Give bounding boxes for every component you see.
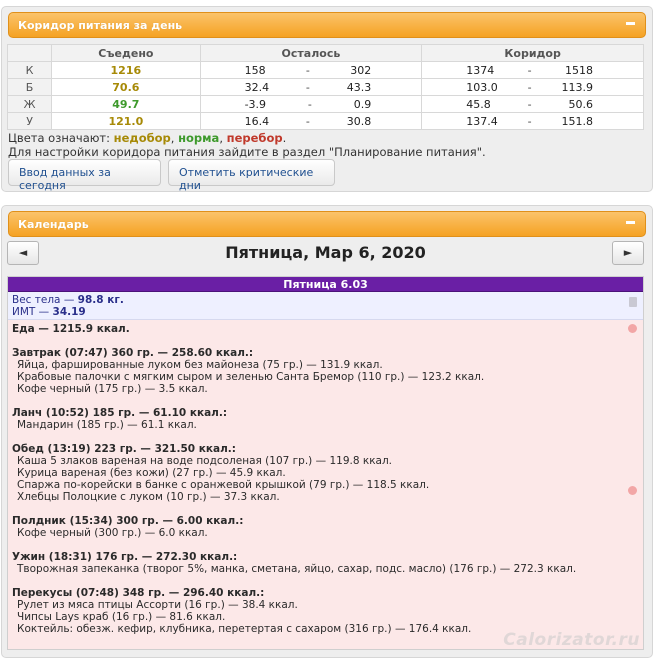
table-header-eaten: Съедено	[52, 45, 200, 62]
range-dash: -	[527, 63, 532, 77]
table-row	[8, 62, 644, 79]
bmi-line	[12, 306, 639, 318]
calendar-panel-title: Календарь	[18, 218, 89, 231]
corridor-panel-header[interactable]	[8, 12, 646, 38]
left-range	[200, 79, 422, 96]
legend-prefix: Цвета означают:	[8, 131, 110, 145]
meal-item: Кофе черный (300 гр.) — 6.0 ккал.	[17, 527, 208, 539]
meal-header: Завтрак (07:47) 360 гр. — 258.60 ккал.:	[12, 347, 254, 359]
corridor-min: 103.0	[466, 80, 498, 94]
eaten-value: 70.6	[52, 79, 200, 96]
table-row	[8, 113, 644, 130]
corridor-range	[422, 79, 644, 96]
meal-afternoon	[12, 515, 639, 539]
corridor-panel-title: Коридор питания за день	[18, 19, 183, 32]
meal-lunch	[12, 443, 639, 503]
apple-icon[interactable]	[628, 324, 637, 333]
input-today-button[interactable]: Ввод данных за сегодня	[8, 159, 161, 186]
collapse-icon[interactable]	[626, 221, 635, 224]
corridor-range	[422, 96, 644, 113]
day-entry	[7, 276, 644, 650]
legend-norm: норма	[178, 131, 220, 145]
corridor-max: 50.6	[568, 97, 593, 111]
apple-icon[interactable]	[628, 486, 637, 495]
row-label: К	[8, 62, 52, 79]
weight-value: 98.8 кг.	[77, 294, 124, 306]
eaten-value: 121.0	[52, 113, 200, 130]
range-dash: -	[527, 80, 532, 94]
meal-item: Мандарин (185 гр.) — 61.1 ккал.	[17, 419, 197, 431]
range-dash: -	[527, 114, 532, 128]
table-header-left: Осталось	[200, 45, 422, 62]
meal-item: Творожная запеканка (творог 5%, манка, сметана, яйцо, сахар, подс. масло) (176 гр.) — 272.3 ккал.	[17, 563, 577, 575]
range-dash: -	[305, 80, 310, 94]
meal-header: Обед (13:19) 223 гр. — 321.50 ккал.:	[12, 443, 236, 455]
left-min: 158	[244, 63, 266, 77]
eaten-value: 1216	[52, 62, 200, 79]
meal-item: Каша 5 злаков вареная на воде подсоленая (107 гр.) — 119.8 ккал.	[17, 455, 393, 467]
food-total: Еда — 1215.9 ккал.	[12, 323, 130, 335]
corridor-min: 1374	[466, 63, 495, 77]
corridor-range	[422, 113, 644, 130]
range-dash: -	[305, 63, 310, 77]
left-max: 43.3	[346, 80, 372, 94]
corridor-max: 113.9	[561, 80, 593, 94]
legend-tail: .	[282, 131, 287, 145]
range-dash: -	[307, 97, 312, 111]
weight-block[interactable]	[8, 292, 643, 320]
meal-item: Курица вареная (без кожи) (27 гр.) — 45.9 ккал.	[17, 467, 286, 479]
corridor-table	[7, 44, 644, 130]
meal-item: Хлебцы Полоцкие с луком (10 гр.) — 37.3 ккал.	[17, 491, 280, 503]
corridor-max: 151.8	[561, 114, 593, 128]
food-block[interactable]	[8, 320, 643, 649]
row-label: У	[8, 113, 52, 130]
meal-item: Рулет из мяса птицы Ассорти (16 гр.) — 38.4 ккал.	[17, 599, 298, 611]
weight-line	[12, 294, 639, 306]
table-row	[8, 96, 644, 113]
meal-dinner	[12, 551, 639, 575]
trash-icon[interactable]	[629, 297, 637, 307]
legend-low: недобор	[113, 131, 171, 145]
legend-over: перебор	[226, 131, 283, 145]
table-header-row	[8, 45, 644, 62]
corridor-min: 137.4	[466, 114, 498, 128]
row-label: Ж	[8, 96, 52, 113]
eaten-value: 49.7	[52, 96, 200, 113]
meal-breakfast	[12, 347, 639, 395]
meal-snacks	[12, 587, 639, 635]
meal-header: Ланч (10:52) 185 гр. — 61.10 ккал.:	[12, 407, 228, 419]
left-max: 302	[350, 63, 372, 77]
date-navigation	[7, 241, 644, 267]
left-max: 30.8	[346, 114, 372, 128]
meal-header: Ужин (18:31) 176 гр. — 272.30 ккал.:	[12, 551, 238, 563]
row-label: Б	[8, 79, 52, 96]
meal-item: Коктейль: обезж. кефир, клубника, перетертая с сахаром (316 гр.) — 176.4 ккал.	[17, 623, 472, 635]
prev-day-button[interactable]: ◄	[7, 241, 39, 265]
corridor-min: 45.8	[466, 97, 491, 111]
mark-critical-days-button[interactable]: Отметить критические дни	[168, 159, 335, 186]
meal-lunch-snack	[12, 407, 639, 431]
range-dash: -	[305, 114, 310, 128]
bmi-label: ИМТ —	[12, 306, 53, 318]
meal-item: Спаржа по-корейски в банке с оранжевой крышкой (79 гр.) — 118.5 ккал.	[17, 479, 430, 491]
table-header-empty	[8, 45, 52, 62]
meal-item: Крабовые палочки с мягким сыром и зеленью Санта Бремор (110 гр.) — 123.2 ккал.	[17, 371, 485, 383]
collapse-icon[interactable]	[626, 22, 635, 25]
left-range	[200, 96, 422, 113]
corridor-range	[422, 62, 644, 79]
bmi-value: 34.19	[52, 306, 86, 318]
left-range	[200, 113, 422, 130]
site-watermark: Calorizator.ru	[503, 630, 640, 650]
corridor-max: 1518	[565, 63, 593, 77]
legend-line: Цвета означают: недобор, норма, перебор.	[8, 131, 287, 145]
calendar-panel-header[interactable]	[8, 211, 646, 237]
table-header-corridor: Коридор	[422, 45, 644, 62]
next-day-button[interactable]: ►	[612, 241, 644, 265]
left-range	[200, 62, 422, 79]
day-header[interactable]: Пятница 6.03	[8, 277, 643, 292]
meal-header: Полдник (15:34) 300 гр. — 6.00 ккал.:	[12, 515, 244, 527]
meal-item: Кофе черный (175 гр.) — 3.5 ккал.	[17, 383, 208, 395]
left-min: 16.4	[244, 114, 270, 128]
left-min: 32.4	[244, 80, 270, 94]
settings-note: Для настройки коридора питания зайдите в раздел "Планирование питания".	[8, 145, 486, 159]
table-row	[8, 79, 644, 96]
meal-header: Перекусы (07:48) 348 гр. — 296.40 ккал.:	[12, 587, 265, 599]
left-min: -3.9	[244, 97, 267, 111]
color-legend	[8, 131, 486, 159]
range-dash: -	[527, 97, 532, 111]
meal-item: Чипсы Lays краб (16 гр.) — 81.6 ккал.	[17, 611, 226, 623]
left-max: 0.9	[353, 97, 372, 111]
meal-item: Яйца, фаршированные луком без майонеза (75 гр.) — 131.9 ккал.	[17, 359, 383, 371]
date-title: Пятница, Мар 6, 2020	[225, 243, 426, 262]
weight-label: Вес тела —	[12, 294, 78, 306]
